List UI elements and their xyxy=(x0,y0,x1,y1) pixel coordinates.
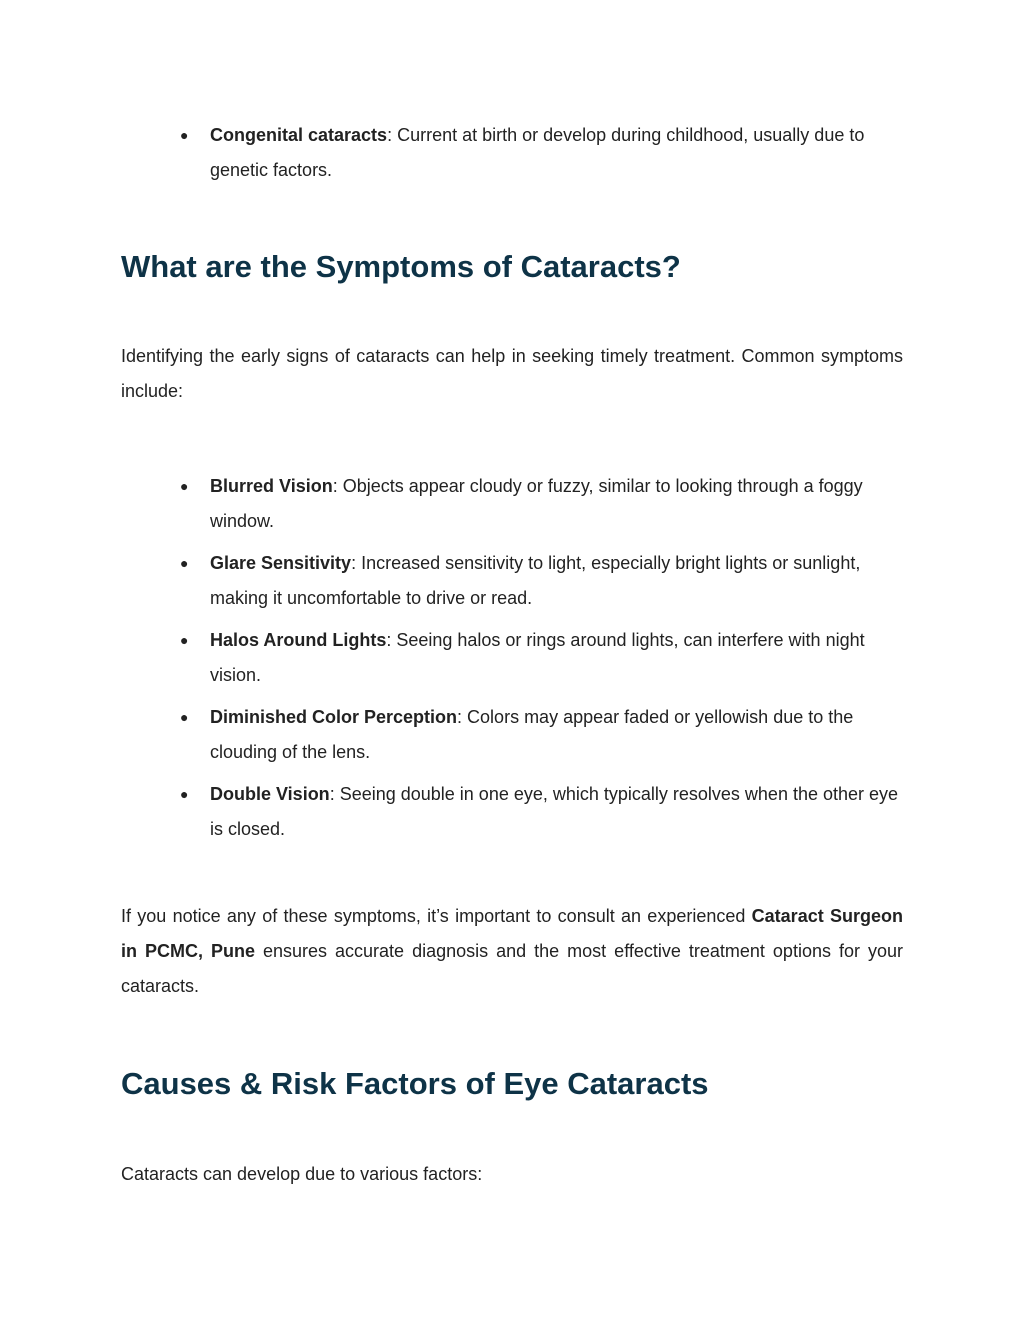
list-item xyxy=(0,777,1024,847)
list-item-text: : Objects appear cloudy or fuzzy, similar to looking through a foggy window. xyxy=(210,476,863,531)
list-item-text: : Colors may appear faded or yellowish due to the clouding of the lens. xyxy=(210,707,854,762)
symptoms-closing xyxy=(121,899,903,1004)
bullet-icon: ● xyxy=(180,632,189,648)
closing-text-before: If you notice any of these symptoms, it’s important to consult an experienced xyxy=(121,906,752,926)
list-item xyxy=(0,623,1024,693)
list-item xyxy=(0,546,1024,616)
closing-text-after: ensures accurate diagnosis and the most effective treatment options for your cataracts. xyxy=(121,941,903,996)
symptoms-intro: Identifying the early signs of cataracts can help in seeking timely treatment. Common symptoms include: xyxy=(121,346,903,401)
list-item-term: Halos Around Lights xyxy=(210,630,387,650)
list-item-text: : Current at birth or develop during childhood, usually due to genetic factors. xyxy=(210,125,865,180)
closing-text-bold: Cataract Surgeon in PCMC, Pune xyxy=(121,906,903,961)
list-item xyxy=(0,469,1024,539)
list-item-term: Congenital cataracts xyxy=(210,125,388,145)
bullet-icon: ● xyxy=(180,127,189,143)
causes-intro: Cataracts can develop due to various factors: xyxy=(121,1164,483,1184)
list-item-term: Blurred Vision xyxy=(210,476,333,496)
bullet-icon: ● xyxy=(180,555,189,571)
bullet-icon: ● xyxy=(180,478,189,494)
list-item-term: Diminished Color Perception xyxy=(210,707,458,727)
list-item xyxy=(0,118,1024,188)
causes-heading: Causes & Risk Factors of Eye Cataracts xyxy=(121,1066,709,1101)
bullet-icon: ● xyxy=(180,709,189,725)
list-item xyxy=(0,700,1024,770)
list-item-text: : Seeing double in one eye, which typically resolves when the other eye is closed. xyxy=(210,784,899,839)
symptoms-list xyxy=(0,469,1024,854)
symptoms-heading: What are the Symptoms of Cataracts? xyxy=(121,249,681,284)
list-item-text: : Seeing halos or rings around lights, can interfere with night vision. xyxy=(210,630,865,685)
list-item-text: : Increased sensitivity to light, especially bright lights or sunlight, making it uncomfortable to drive or read. xyxy=(210,553,861,608)
bullet-icon: ● xyxy=(180,786,189,802)
congenital-list xyxy=(0,118,1024,195)
list-item-term: Double Vision xyxy=(210,784,330,804)
list-item-term: Glare Sensitivity xyxy=(210,553,352,573)
